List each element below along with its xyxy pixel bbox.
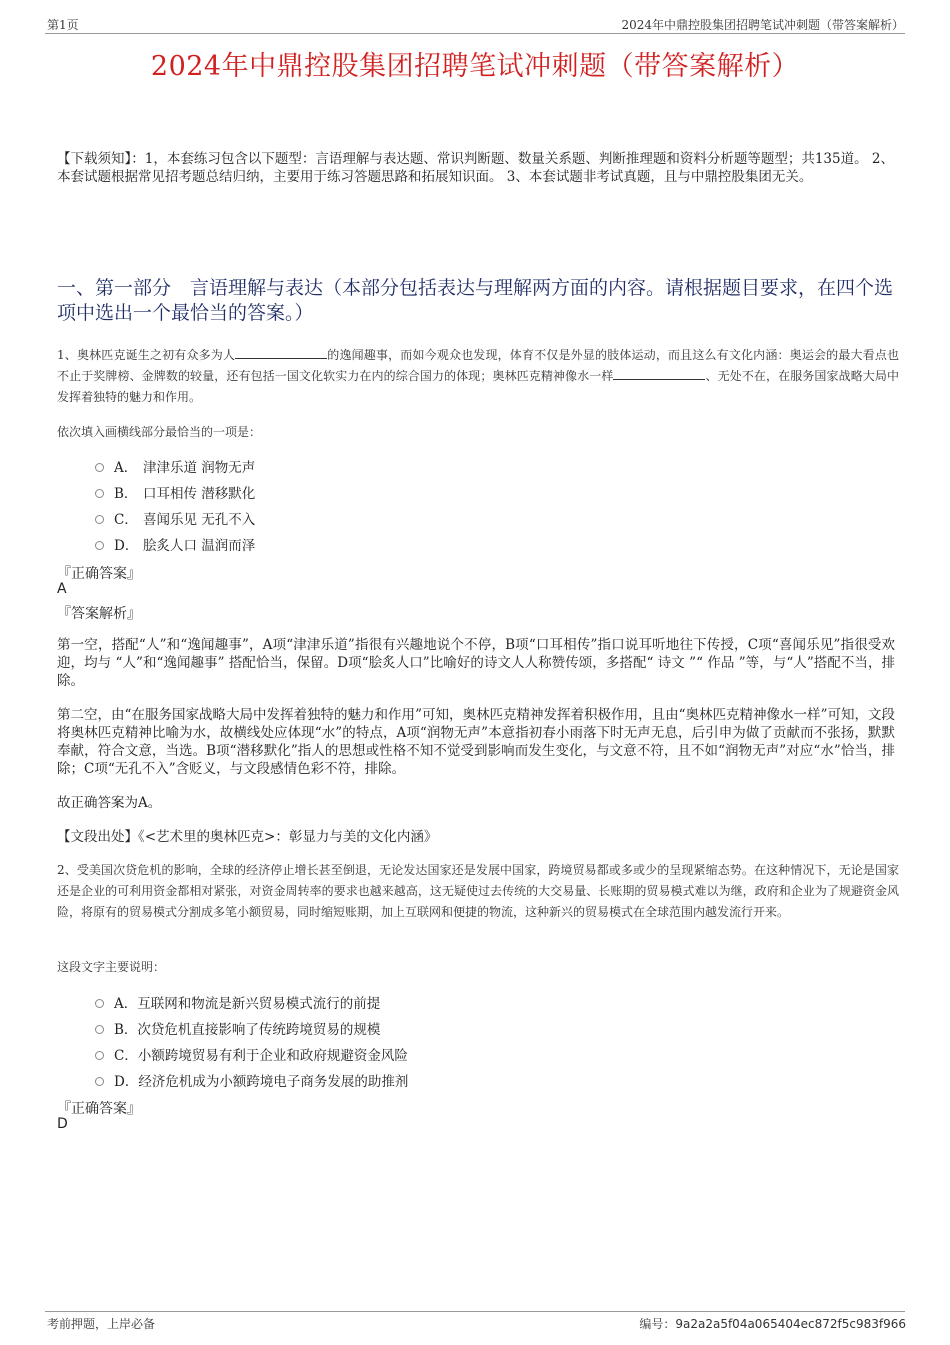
document-code (639, 1315, 906, 1332)
analysis-paragraph-2: 第二空，由“在服务国家战略大局中发挥着独特的魅力和作用”可知，奥林匹克精神发挥着积极作用，且由“奥林匹克精神像水一样”可知，文段将奥林匹克精神比喻为水，故横线处应体现“水”的特点，A项“润物无声”本意指初春小雨落下时无声无息，后引申为做了贡献而不张扬，默默奉献，符合文意，当选。B项“潜移默化”指人的思想或性格不知不觉受到影响而发生变化，与文意不符，且不如“润物无声”对应“水”恰当，排除；C项“无孔不入”含贬义，与文段感情色彩不符，排除。 (57, 707, 895, 777)
correct-answer: D (57, 1116, 68, 1132)
option-letter: D． (114, 1074, 139, 1090)
question-1-text-part: 、无处不在，在服务国家战略大局中发挥着独特的魅力和作用。 (57, 369, 899, 404)
option-letter: A． (114, 460, 138, 476)
option-letter: B． (114, 1022, 138, 1038)
option-text: 互联网和物流是新兴贸易模式流行的前提 (137, 996, 381, 1012)
radio-icon[interactable] (95, 1051, 104, 1060)
option-letter: A． (114, 996, 138, 1012)
analysis-label: 『答案解析』 (57, 606, 141, 622)
question-1-options (95, 453, 255, 557)
option-text: 喜闻乐见 无孔不入 (143, 512, 256, 528)
question-1-prompt: 依次填入画横线部分最恰当的一项是： (57, 425, 262, 439)
blank-line (235, 346, 327, 359)
option-c[interactable] (95, 505, 255, 531)
option-text: 脍炙人口 温润而泽 (143, 538, 256, 554)
code-label: 编号： (639, 1317, 676, 1331)
code-value: 9a2a2a5f04a065404ec872f5c983f966 (675, 1317, 906, 1331)
option-letter: C． (114, 512, 138, 528)
source-citation: 【文段出处】《<艺术里的奥林匹克>：彰显力与美的文化内涵》 (57, 829, 438, 845)
header-divider (45, 33, 905, 34)
option-a[interactable] (95, 453, 255, 479)
question-1-text-part: 1、奥林匹克诞生之初有众多为人 (57, 348, 236, 362)
radio-icon[interactable] (95, 515, 104, 524)
question-1-text (57, 345, 899, 408)
analysis-paragraph-1: 第一空，搭配“人”和“逸闻趣事”，A项“津津乐道”指很有兴趣地说个不停，B项“口耳相传”指口说耳听地往下传授，C项“喜闻乐见”指很受欢迎，均与 “人”和“逸闻趣事” 搭配恰当，保留。D项“脍炙人口”比喻好的诗文人人称赞传颂，多搭配“ 诗文 ”“ 作品 ”等，与“人”搭配不当，排除。 (57, 637, 895, 689)
answer-label: 『正确答案』 (57, 1101, 141, 1117)
option-d[interactable] (95, 531, 255, 557)
radio-icon[interactable] (95, 1077, 104, 1086)
download-notice: 【下载须知】：1，本套练习包含以下题型：言语理解与表达题、常识判断题、数量关系题、判断推理题和资料分析题等题型；共135道。 2、本套试题根据常见招考题总结归纳，主要用于练习答题思路和拓展知识面。 3、本套试题非考试真题，且与中鼎控股集团无关。 (57, 151, 894, 185)
correct-answer: A (57, 581, 67, 597)
option-text: 津津乐道 润物无声 (143, 460, 256, 476)
radio-icon[interactable] (95, 489, 104, 498)
radio-icon[interactable] (95, 1025, 104, 1034)
radio-icon[interactable] (95, 999, 104, 1008)
footer-divider (45, 1311, 905, 1312)
footer-slogan: 考前押题，上岸必备 (47, 1317, 156, 1331)
answer-conclusion: 故正确答案为A。 (57, 795, 162, 811)
radio-icon[interactable] (95, 541, 104, 550)
option-text: 小额跨境贸易有利于企业和政府规避资金风险 (137, 1048, 408, 1064)
question-2-options (95, 989, 408, 1093)
option-letter: C． (114, 1048, 138, 1064)
question-2-prompt: 这段文字主要说明： (57, 960, 166, 974)
page-title: 2024年中鼎控股集团招聘笔试冲刺题（带答案解析） (150, 51, 800, 82)
option-letter: D． (114, 538, 139, 554)
answer-label: 『正确答案』 (57, 566, 141, 582)
page-number: 第1页 (47, 18, 79, 32)
blank-line (613, 367, 705, 380)
option-letter: B． (114, 486, 138, 502)
question-2-text: 2、受美国次贷危机的影响，全球的经济停止增长甚至倒退，无论发达国家还是发展中国家，跨境贸易都或多或少的呈现紧缩态势。在这种情况下，无论是国家还是企业的可利用资金都相对紧张，对资金周转率的要求也越来越高，这无疑使过去传统的大交易量、长账期的贸易模式难以为继，政府和企业为了规避资金风险，将原有的贸易模式分割成多笔小额贸易，同时缩短账期，加上互联网和便捷的物流，这种新兴的贸易模式在全球范围内越发流行开来。 (57, 863, 899, 919)
option-text: 次贷危机直接影响了传统跨境贸易的规模 (137, 1022, 381, 1038)
question-1-text-part: 的逸闻趣事，而如今观众也发现，体育不仅是外显的肢体运动，而且这么有文化内涵：奥运会的最大看点也不止于奖牌榜、金牌数的较量，还有包括一国文化软实力在内的综合国力的体现；奥林匹克精神像水一样 (57, 348, 899, 383)
option-a[interactable] (95, 989, 408, 1015)
running-header-title: 2024年中鼎控股集团招聘笔试冲刺题（带答案解析） (621, 18, 904, 32)
option-c[interactable] (95, 1041, 408, 1067)
option-d[interactable] (95, 1067, 408, 1093)
radio-icon[interactable] (95, 463, 104, 472)
option-text: 经济危机成为小额跨境电子商务发展的助推剂 (138, 1074, 409, 1090)
option-text: 口耳相传 潜移默化 (143, 486, 256, 502)
section-heading: 一、第一部分 言语理解与表达（本部分包括表达与理解两方面的内容。请根据题目要求，在四个选项中选出一个最恰当的答案。） (57, 277, 894, 324)
option-b[interactable] (95, 1015, 408, 1041)
option-b[interactable] (95, 479, 255, 505)
